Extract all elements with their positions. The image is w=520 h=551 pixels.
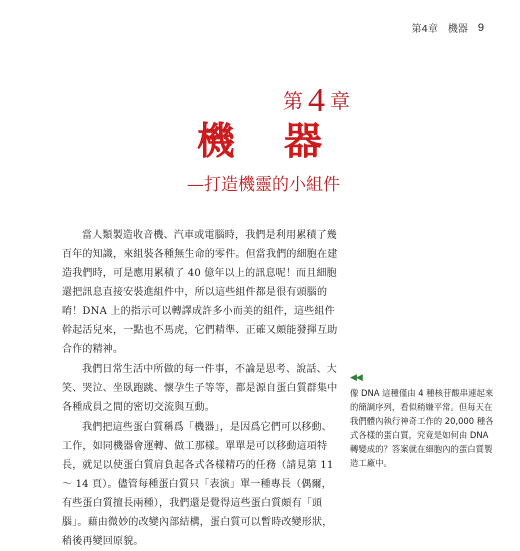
body-paragraph-3: 我們把這些蛋白質稱爲「機器」，是因爲它們可以移動、工作，如同機器會運轉、做工那樣。單單是可以移動這項特長，就足以使蛋白質肩負起各式各樣精巧的任務（請見第 11 ～ 14 頁）。儘管每種蛋白質只「表演」單一種專長（偶爾，有些蛋白質擅長兩種），我們還是覺得這些蛋白質頗有「頭腦」。藉由微妙的改變內部結構，蛋白質可以暫時改變形狀，稍後再變回原貌。 (62, 422, 337, 547)
side-note (350, 374, 494, 470)
chapter-title: 機 器 (196, 119, 340, 163)
body-text (62, 226, 342, 551)
chapter-number-line (283, 84, 350, 118)
body-paragraph-2: 我們日常生活中所做的每一件事，不論是思考、說話、大笑、哭泣、坐臥跑跳、懷孕生子等等，都是源自蛋白質群集中各種成員之間的密切交流與互動。 (62, 364, 338, 413)
double-arrow-icon: ◀◀ (350, 373, 362, 383)
body-paragraph-1: 當人類製造收音機、汽車或電腦時，我們是利用累積了幾百年的知識，來組裝各種無生命的零件。但當我們的細胞在建造我們時，可是應用累積了 40 億年以上的訊息呢！而且細胞還把訊息直接安裝進組件中，所以這些組件都是很有頭腦的唷！DNA 上的指示可以轉譯成許多小而美的組件，這些組件幹起活兒來，一點也不馬虎，它們精準、正確又頗能發揮互助合作的精神。 (62, 230, 338, 355)
page-number: 9 (477, 21, 484, 34)
chapter-prefix: 第 (283, 89, 303, 113)
running-header (412, 20, 485, 35)
chapter-suffix: 章 (330, 89, 350, 113)
chapter-subtitle: —打造機靈的小組件 (187, 175, 340, 195)
chapter-number: 4 (308, 82, 325, 119)
side-note-text: 像 DNA 這種僅由 4 種核苷酸串連起來的簡調序列，看似稍嫌平常。但每天在我們體內執行神奇工作的 20,000 種各式各樣的蛋白質，究竟是如何由 DNA 轉變成的？答案就在細胞內的蛋白質製造工廠中。 (350, 388, 494, 468)
running-header-chapter: 第4章 機器 (411, 24, 468, 35)
